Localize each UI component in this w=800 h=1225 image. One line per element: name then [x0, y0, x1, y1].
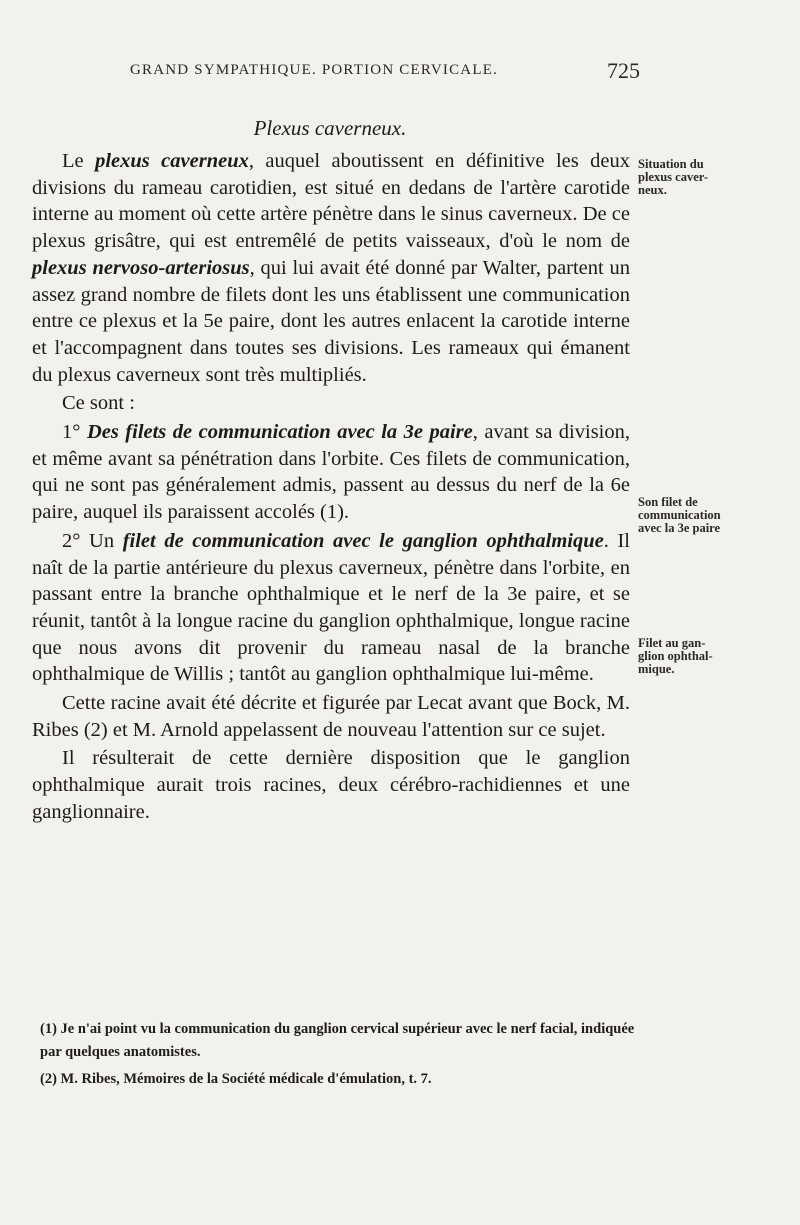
body-text	[32, 148, 630, 826]
text-run: Le	[62, 150, 96, 172]
text-run: , qui lui avait été donné par Walter, partent un assez grand nombre de filets dont les uns établissent une communication entre ce plexus et la 5e paire, dont les autres enlacent la carotide interne et l'accompagnent dans toutes ses divisions. Les rameaux qui émanent du plexus caverneux sont très multipliés.	[32, 256, 630, 386]
text-run: Ce sont :	[62, 392, 135, 415]
italic-term: plexus nervoso-arteriosus	[32, 256, 250, 279]
paragraph	[32, 690, 630, 743]
footnote: (1) Je n'ai point vu la communication du ganglion cervical supérieur avec le nerf facial, indiquée par quelques anatomistes.	[40, 1021, 635, 1060]
margin-note-line: Son filet de	[638, 495, 698, 509]
text-run: , avant sa division, et même avant sa pénétration dans l'orbite. Ces filets de communication, qui ne sont pas généralement admis, passent au dessus du nerf de la 6e paire, auquel ils paraissent accolés (1).	[32, 421, 630, 524]
margin-note-line: Filet au gan-	[638, 636, 706, 650]
text-run: 2° Un	[62, 529, 123, 552]
text-run: Cette racine avait été décrite et figurée par Lecat avant que Bock, M. Ribes (2) et M. Arnold appelassent de nouveau l'attention sur ce sujet.	[32, 692, 630, 741]
margin-note-line: glion ophthal-	[638, 649, 713, 663]
margin-note-line: communication	[638, 508, 721, 522]
text-run: . Il naît de la partie antérieure du plexus caverneux, pénètre dans l'orbite, en passant entre la branche ophthalmique et le nerf de la 3e paire, et se réunit, tantôt à la longue racine du ganglion ophthalmique, longue racine que nous avons dit provenir du rameau nasal de la branche ophthalmique de Willis ; tantôt au ganglion ophthalmique lui-même.	[32, 529, 630, 686]
paragraph	[32, 745, 630, 825]
margin-note-line: mique.	[638, 662, 675, 676]
italic-term: filet de communication avec le ganglion ophthalmique	[122, 529, 604, 552]
paragraph	[32, 390, 630, 417]
margin-note-filet-3e-paire	[638, 496, 756, 535]
footnote: (2) M. Ribes, Mémoires de la Société médicale d'émulation, t. 7.	[40, 1071, 432, 1087]
margin-note-filet-ganglion	[638, 637, 756, 676]
paragraph	[32, 419, 630, 526]
margin-note-line: avec la 3e paire	[638, 521, 721, 535]
page-number: 725	[607, 58, 640, 83]
running-head	[130, 58, 640, 83]
margin-note-situation	[638, 158, 756, 197]
running-title: GRAND SYMPATHIQUE. PORTION CERVICALE.	[130, 62, 499, 78]
italic-term: Des filets de communication avec la 3e paire	[86, 421, 473, 444]
section-title: Plexus caverneux.	[253, 116, 407, 140]
italic-term: plexus caverneux	[95, 150, 249, 172]
margin-note-line: plexus caver-	[638, 170, 709, 184]
text-run: , auquel aboutissent en définitive les deux divisions du rameau carotidien, est situé en dedans de l'artère carotide interne au moment où cette artère pénètre dans le sinus caverneux. De ce plexus grisâtre, qui est entremêlé de petits vaisseaux, d'où le nom de	[32, 150, 630, 253]
paragraph	[32, 148, 630, 388]
paragraph	[32, 528, 630, 688]
margin-note-line: neux.	[638, 183, 667, 197]
margin-note-line: Situation du	[638, 157, 704, 171]
footnotes	[40, 1018, 640, 1095]
text-run: Il résulterait de cette dernière disposition que le ganglion ophthalmique aurait trois racines, deux cérébro-rachidiennes et une ganglionnaire.	[32, 747, 630, 823]
text-run: 1°	[62, 421, 87, 444]
